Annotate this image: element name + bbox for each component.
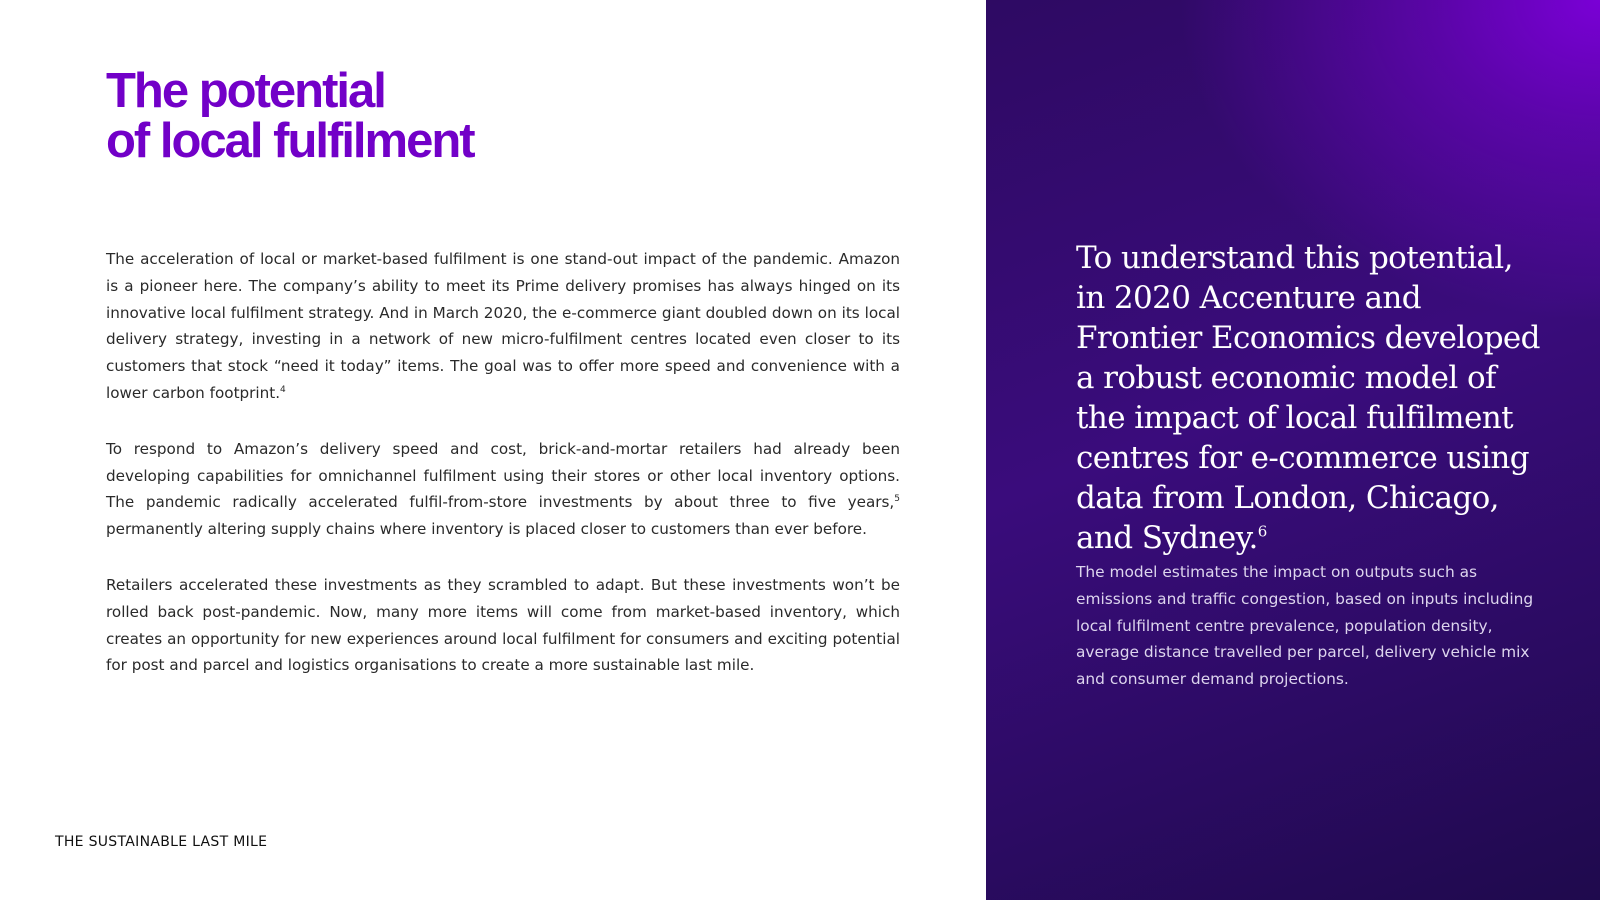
paragraph-2: [106, 436, 900, 543]
page-title-line-1: The potential: [106, 64, 385, 118]
footnote-ref-6: 6: [1257, 522, 1267, 541]
page-title-line-2: of local fulfilment: [106, 114, 474, 168]
paragraph-1: [106, 246, 900, 407]
paragraph-2-text-b: permanently altering supply chains where inventory is placed closer to customers than ever before.: [106, 520, 867, 539]
page-title: [106, 66, 806, 166]
body-text: [106, 246, 900, 708]
footer-section-label: THE SUSTAINABLE LAST MILE: [55, 834, 268, 850]
paragraph-3: Retailers accelerated these investments as they scrambled to adapt. But these investments won’t be rolled back post-pandemic. Now, many more items will come from market-based inventory, which creates an opportunity for new experiences around local fulfilment for consumers and exciting potential for post and parcel and logistics organisations to create a more sustainable last mile.: [106, 575, 900, 675]
highlight-panel: [986, 0, 1600, 900]
footnote-ref-4: 4: [280, 384, 286, 395]
model-description: The model estimates the impact on outputs such as emissions and traffic congestion, based on inputs including local fulfilment centre prevalence, population density, average distance travelled per parcel, delivery vehicle mix and consumer demand projections.: [1076, 563, 1534, 689]
pull-quote: [1076, 238, 1546, 558]
paragraph-2-text-a: To respond to Amazon’s delivery speed and cost, brick-and-mortar retailers had already been developing capabilities for omnichannel fulfilment using their stores or other local inventory options. The pandemic radically accelerated fulfil-from-store investments by about three to five years,: [106, 439, 900, 512]
paragraph-1-text: The acceleration of local or market-based fulfilment is one stand-out impact of the pandemic. Amazon is a pioneer here. The company’s ability to meet its Prime delivery promises has always hinged on its innovative local fulfilment strategy. And in March 2020, the e-commerce giant doubled down on its local delivery strategy, investing in a network of new micro-fulfilment centres located even closer to its customers that stock “need it today” items. The goal was to offer more speed and convenience with a lower carbon footprint.: [106, 250, 900, 402]
pull-quote-text: To understand this potential, in 2020 Accenture and Frontier Economics developed a robust economic model of the impact of local fulfilment centres for e-commerce using data from London, Chicago, and Sydney.: [1076, 240, 1540, 556]
footnote-ref-5: 5: [894, 494, 900, 505]
